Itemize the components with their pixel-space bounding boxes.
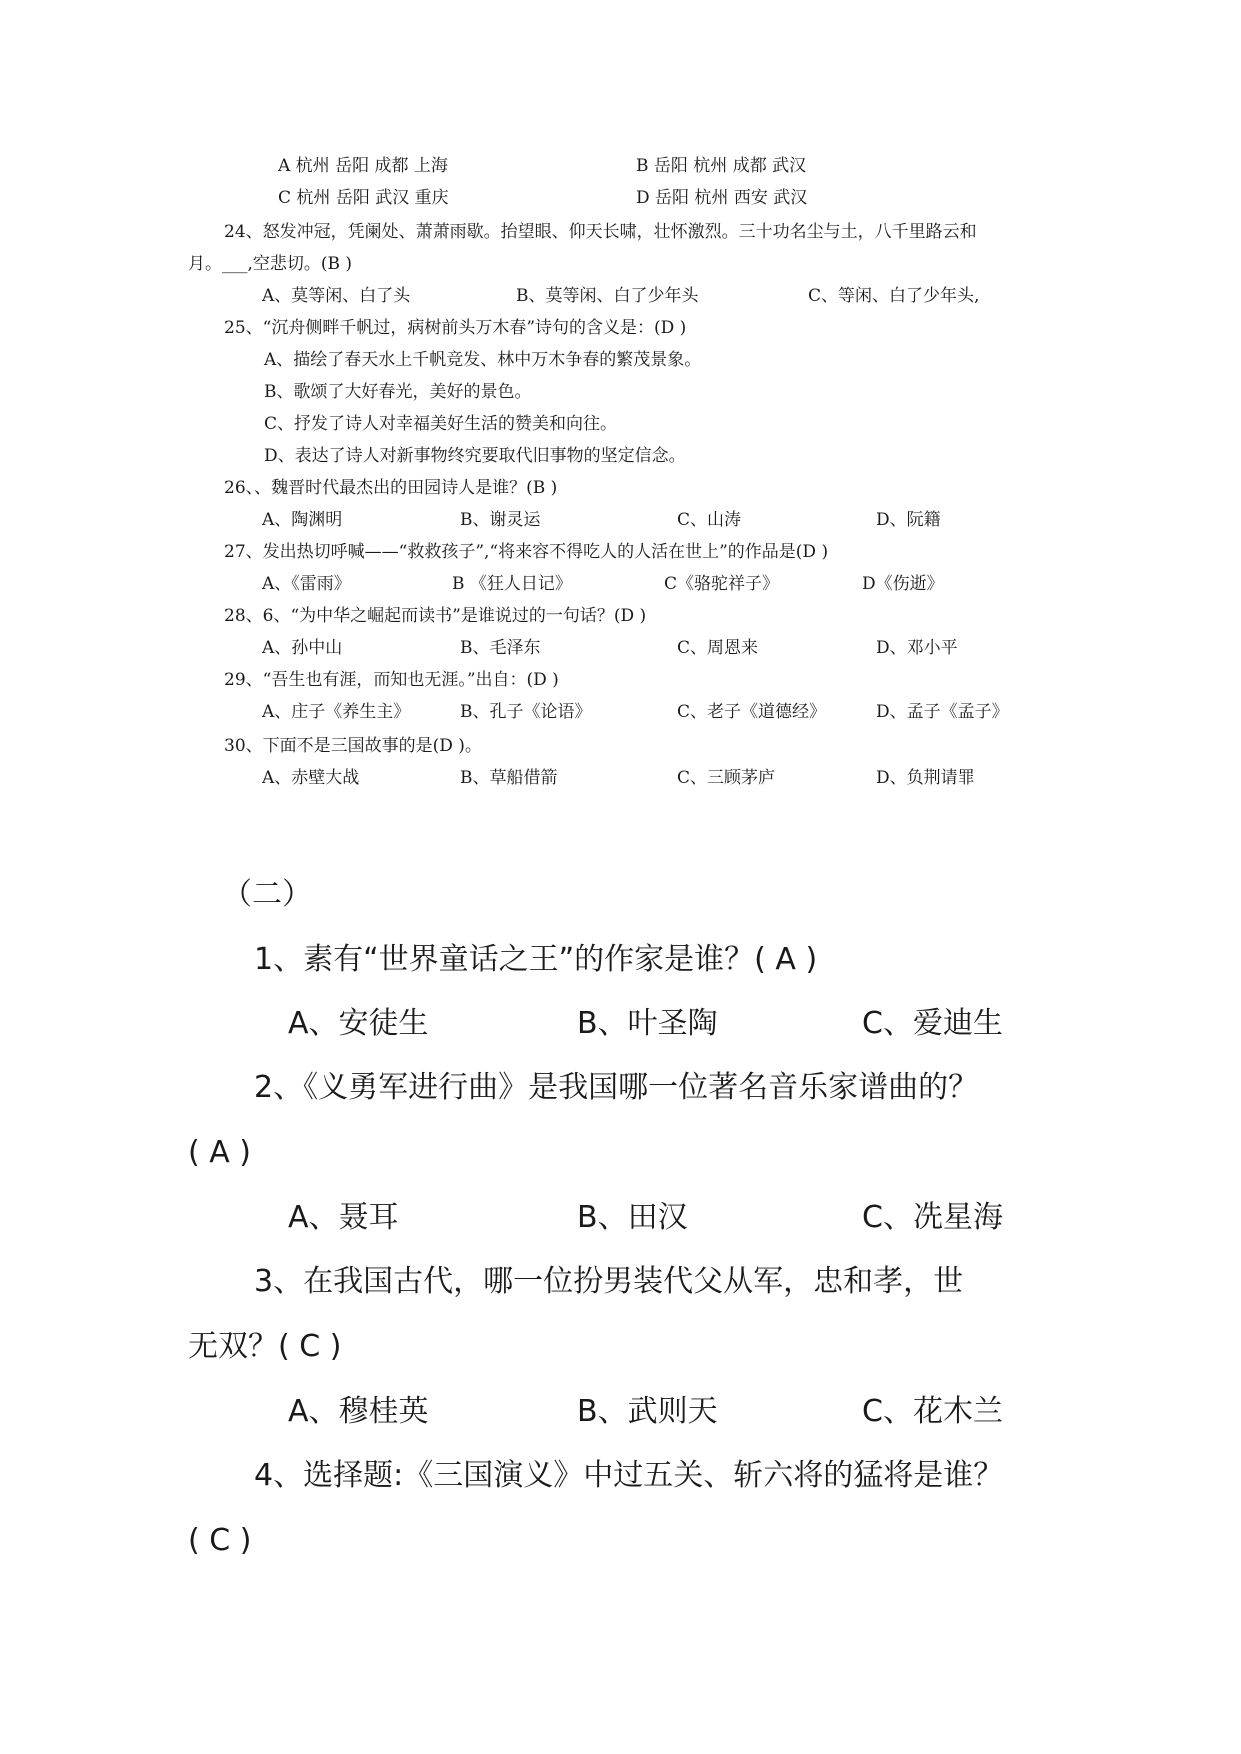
p2-q3-stem-line1: 3、在我国古代，哪一位扮男装代父从军，忠和孝，世 (254, 1264, 964, 1299)
q28-option-d: D、邓小平 (876, 638, 958, 658)
p2-q3-option-a: A、穆桂英 (288, 1394, 429, 1429)
q24-option-c: C、等闲、白了少年头, (808, 286, 980, 306)
q29-option-d: D、孟子《孟子》 (876, 702, 1009, 722)
p2-q1-stem: 1、素有“世界童话之王”的作家是谁？( A ) (254, 942, 818, 977)
q24-stem-line2: 月。___,空悲切。(B ) (188, 254, 353, 274)
p2-q3-stem-line2: 无双？( C ) (188, 1329, 342, 1364)
q25-stem: 25、“沉舟侧畔千帆过，病树前头万木春”诗句的含义是：(D ) (224, 318, 687, 338)
q26-option-c: C、山涛 (677, 510, 742, 530)
q30-option-a: A、赤壁大战 (262, 768, 360, 788)
q28-option-a: A、孙中山 (262, 638, 343, 658)
q27-option-c: C《骆驼祥子》 (664, 574, 780, 594)
q24-stem-line1: 24、怒发冲冠，凭阑处、萧萧雨歇。抬望眼、仰天长啸，壮怀激烈。三十功名尘与土，八千里路云和 (224, 222, 977, 242)
q28-stem: 28、6、“为中华之崛起而读书”是谁说过的一句话？(D ) (224, 606, 647, 626)
q29-option-c: C、老子《道德经》 (677, 702, 827, 722)
q30-stem: 30、下面不是三国故事的是(D )。 (224, 736, 482, 756)
q28-option-b: B、毛泽东 (460, 638, 541, 658)
p2-q4-stem-line2: ( C ) (188, 1523, 252, 1558)
q29-stem: 29、“吾生也有涯，而知也无涯。”出自：(D ) (224, 670, 559, 690)
q26-stem: 26、、魏晋时代最杰出的田园诗人是谁？(B ) (224, 478, 558, 498)
q25-option-b: B、歌颂了大好春光，美好的景色。 (264, 382, 532, 402)
q27-option-b: B 《狂人日记》 (452, 574, 572, 594)
p2-q2-stem-line2: ( A ) (188, 1135, 252, 1170)
q24-option-b: B、莫等闲、白了少年头 (516, 286, 699, 306)
q27-option-d: D《伤逝》 (862, 574, 944, 594)
q25-option-d: D、表达了诗人对新事物终究要取代旧事物的坚定信念。 (264, 446, 686, 466)
p2-q3-option-b: B、武则天 (577, 1394, 718, 1429)
section-heading: （二） (222, 877, 312, 912)
q29-option-b: B、孔子《论语》 (460, 702, 592, 722)
p2-q1-option-c: C、爱迪生 (862, 1006, 1003, 1041)
q23-option-c: C 杭州 岳阳 武汉 重庆 (278, 188, 449, 208)
p2-q2-option-a: A、聂耳 (288, 1200, 399, 1235)
q30-option-d: D、负荆请罪 (876, 768, 975, 788)
p2-q2-option-c: C、冼星海 (862, 1200, 1003, 1235)
p2-q4-stem-line1: 4、选择题:《三国演义》中过五关、斩六将的猛将是谁？ (254, 1458, 1004, 1493)
q30-option-b: B、草船借箭 (460, 768, 558, 788)
q26-option-a: A、陶渊明 (262, 510, 343, 530)
q25-option-c: C、抒发了诗人对幸福美好生活的赞美和向往。 (264, 414, 618, 434)
q26-option-d: D、阮籍 (876, 510, 941, 530)
q27-stem: 27、发出热切呼喊——“救救孩子”,“将来容不得吃人的人活在世上”的作品是(D ) (224, 542, 829, 562)
p2-q2-stem-line1: 2、《义勇军进行曲》是我国哪一位著名音乐家谱曲的？ (254, 1070, 979, 1105)
p2-q3-option-c: C、花木兰 (862, 1394, 1003, 1429)
q28-option-c: C、周恩来 (677, 638, 759, 658)
q26-option-b: B、谢灵运 (460, 510, 541, 530)
q25-option-a: A、描绘了春天水上千帆竞发、林中万木争春的繁茂景象。 (264, 350, 702, 370)
p2-q2-option-b: B、田汉 (577, 1200, 688, 1235)
q23-option-a: A 杭州 岳阳 成都 上海 (278, 156, 448, 176)
p2-q1-option-a: A、安徒生 (288, 1006, 429, 1041)
q23-option-d: D 岳阳 杭州 西安 武汉 (636, 188, 808, 208)
q24-option-a: A、莫等闲、白了头 (262, 286, 411, 306)
q27-option-a: A、《雷雨》 (262, 574, 351, 594)
q23-option-b: B 岳阳 杭州 成都 武汉 (636, 156, 807, 176)
p2-q1-option-b: B、叶圣陶 (577, 1006, 718, 1041)
q29-option-a: A、庄子《养生主》 (262, 702, 411, 722)
q30-option-c: C、三顾茅庐 (677, 768, 776, 788)
